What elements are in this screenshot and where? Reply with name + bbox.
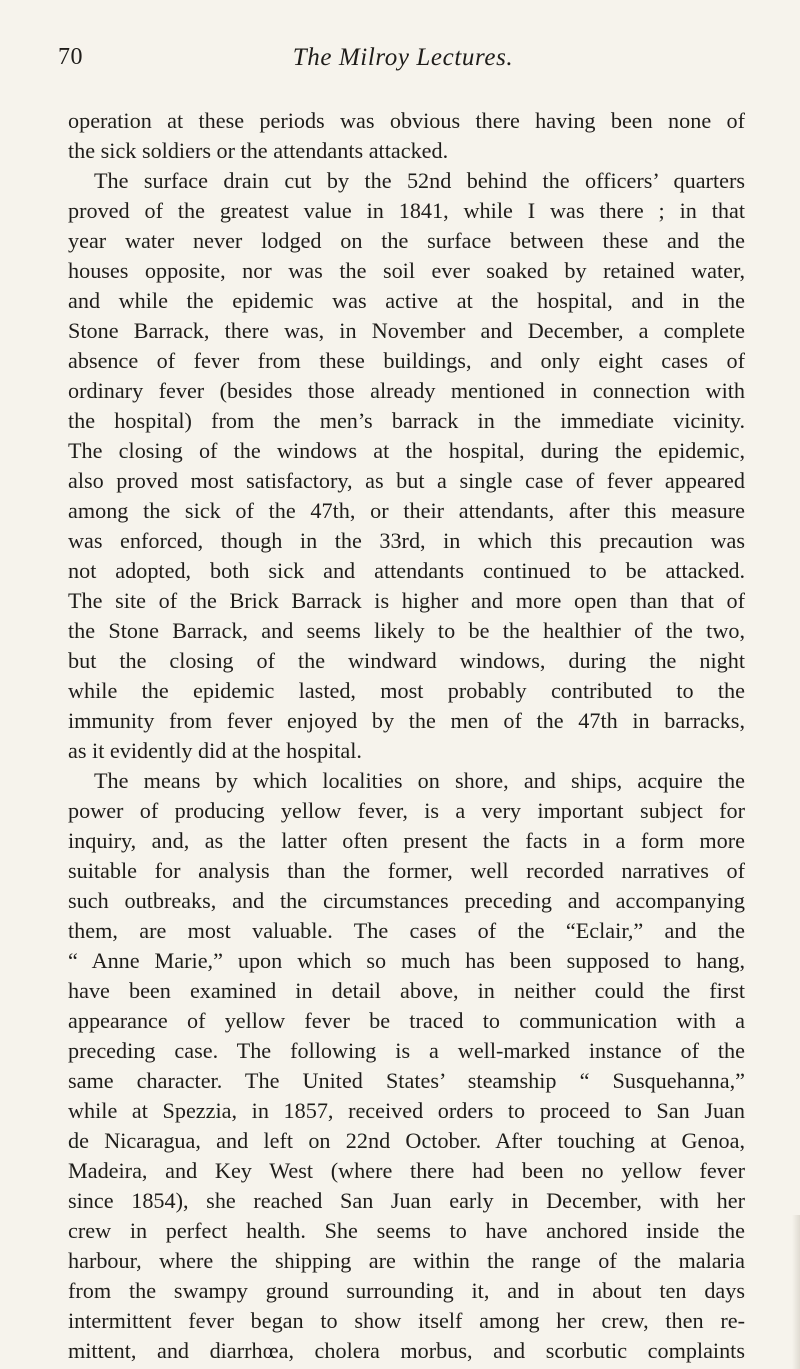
text-line: ordinary fever (besides those already mentioned in connection with xyxy=(68,378,745,403)
text-line: since 1854), she reached San Juan early in December, with her xyxy=(68,1188,745,1213)
text-line: from the swampy ground surrounding it, and in about ten days xyxy=(68,1278,745,1303)
text-line: was enforced, though in the 33rd, in which this precaution was xyxy=(68,528,745,553)
text-line: and while the epidemic was active at the hospital, and in the xyxy=(68,288,745,313)
text-line: appearance of yellow fever be traced to communication with a xyxy=(68,1008,745,1033)
text-line: the Stone Barrack, and seems likely to be the healthier of the two, xyxy=(68,618,745,643)
text-line: them, are most valuable. The cases of the “Eclair,” and the xyxy=(68,918,745,943)
text-line: the sick soldiers or the attendants attacked. xyxy=(68,138,449,163)
text-line: preceding case. The following is a well-marked instance of the xyxy=(68,1038,745,1063)
text-line: inquiry, and, as the latter often present the facts in a form more xyxy=(68,828,745,853)
text-line: year water never lodged on the surface between these and the xyxy=(68,228,745,253)
text-line: have been examined in detail above, in neither could the first xyxy=(68,978,745,1003)
text-line: power of producing yellow fever, is a very important subject for xyxy=(68,798,745,823)
text-line: same character. The United States’ steamship “ Susquehanna,” xyxy=(68,1068,745,1093)
text-line: such outbreaks, and the circumstances preceding and accompanying xyxy=(68,888,745,913)
text-line: crew in perfect health. She seems to have anchored inside the xyxy=(68,1218,745,1243)
text-line: also proved most satisfactory, as but a single case of fever appeared xyxy=(68,468,745,493)
running-title: The Milroy Lectures. xyxy=(292,44,514,71)
text-line: operation at these periods was obvious there having been none of xyxy=(68,108,745,133)
text-line: houses opposite, nor was the soil ever soaked by retained water, xyxy=(68,258,745,283)
text-line: while at Spezzia, in 1857, received orders to proceed to San Juan xyxy=(68,1098,745,1123)
text-line: mittent, and diarrhœa, cholera morbus, and scorbutic complaints xyxy=(68,1338,745,1363)
text-line: harbour, where the shipping are within the range of the malaria xyxy=(68,1248,745,1273)
text-line: as it evidently did at the hospital. xyxy=(68,738,362,763)
text-line: Madeira, and Key West (where there had been no yellow fever xyxy=(68,1158,745,1183)
text-line: The closing of the windows at the hospital, during the epidemic, xyxy=(68,438,745,463)
text-line: The surface drain cut by the 52nd behind the officers’ quarters xyxy=(94,168,745,193)
text-line: while the epidemic lasted, most probably contributed to the xyxy=(68,678,745,703)
text-line: immunity from fever enjoyed by the men of the 47th in barracks, xyxy=(68,708,745,733)
text-line: the hospital) from the men’s barrack in the immediate vicinity. xyxy=(68,408,745,433)
text-line: but the closing of the windward windows, during the night xyxy=(68,648,745,673)
page-number: 70 xyxy=(58,44,83,70)
text-line: absence of fever from these buildings, and only eight cases of xyxy=(68,348,745,373)
text-line: not adopted, both sick and attendants continued to be attacked. xyxy=(68,558,745,583)
page-edge-shadow xyxy=(792,1215,800,1369)
text-line: suitable for analysis than the former, well recorded narratives of xyxy=(68,858,745,883)
text-line: “ Anne Marie,” upon which so much has been supposed to hang, xyxy=(68,948,745,973)
text-line: The means by which localities on shore, and ships, acquire the xyxy=(94,768,745,793)
text-line: intermittent fever began to show itself among her crew, then re- xyxy=(68,1308,745,1333)
page-header xyxy=(58,44,748,80)
body-text xyxy=(68,106,745,1366)
text-line: de Nicaragua, and left on 22nd October. After touching at Genoa, xyxy=(68,1128,745,1153)
text-line: among the sick of the 47th, or their attendants, after this measure xyxy=(68,498,745,523)
text-line: proved of the greatest value in 1841, while I was there ; in that xyxy=(68,198,745,223)
text-line: Stone Barrack, there was, in November and December, a complete xyxy=(68,318,745,343)
text-line: The site of the Brick Barrack is higher and more open than that of xyxy=(68,588,745,613)
